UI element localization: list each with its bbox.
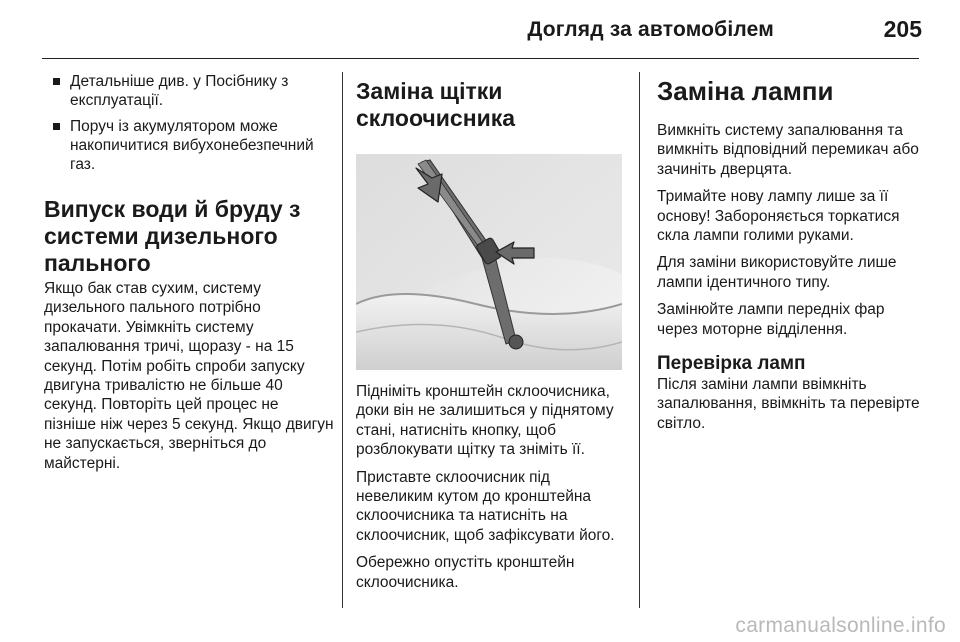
diesel-paragraph: Якщо бак став сухим, систему дизельного пального потрібно прокачати. Увімкніть систему запалювання тричі, щоразу - на 15 секунд. Потім робіть спроби запуску двигуна тривалістю не більше 40 секунд. Повторіть цей процес не пізніше ніж через 5 секунд. Якщо двигун не запускається, зверніться до майстерні. bbox=[44, 280, 334, 472]
wiper-paragraph-1: Підніміть кронштейн склоочисника, доки він не залишиться у піднятому стані, натисніть кнопку, щоб розблокувати щітку та зніміть її. bbox=[356, 383, 614, 459]
lamp-paragraph-2: Тримайте нову лампу лише за її основу! Забороняється торкатися скла лампи голими руками. bbox=[657, 188, 900, 245]
bullet-item bbox=[44, 72, 334, 110]
bullet-square-icon bbox=[53, 123, 60, 130]
column-middle bbox=[356, 72, 628, 600]
wiper-image bbox=[356, 154, 622, 370]
bullet-list bbox=[44, 72, 334, 174]
bullet-square-icon bbox=[53, 78, 60, 85]
column-right bbox=[657, 72, 929, 441]
column-left bbox=[44, 72, 334, 481]
column-divider-2 bbox=[639, 72, 640, 608]
wiper-paragraph-2: Приставте склоочисник під невеликим кутом до кронштейна склоочисника та натисніть на склоочисник, щоб зафіксувати його. bbox=[356, 468, 615, 544]
wiper-paragraph-3: Обережно опустіть кронштейн склоочисника. bbox=[356, 554, 575, 591]
wiper-illustration bbox=[356, 154, 622, 370]
section-title-lamp: Заміна лампи bbox=[657, 76, 834, 106]
header-divider bbox=[42, 58, 919, 59]
lamp-paragraph-4: Замінюйте лампи передніх фар через моторне відділення. bbox=[657, 301, 885, 338]
section-title-diesel: Випуск води й бруду з системи дизельного пального bbox=[44, 196, 301, 276]
subsection-title-lamp-check: Перевірка ламп bbox=[657, 353, 806, 375]
column-divider-1 bbox=[342, 72, 343, 608]
watermark-text: carmanualsonline.info bbox=[735, 614, 946, 637]
section-title-wiper: Заміна щітки склоочисника bbox=[356, 78, 516, 131]
lamp-paragraph-3: Для заміни використовуйте лише лампи ідентичного типу. bbox=[657, 254, 897, 291]
page-number: 205 bbox=[883, 16, 922, 42]
page-header-title: Догляд за автомобілем bbox=[527, 18, 774, 41]
lamp-paragraph-1: Вимкніть систему запалювання та вимкніть відповідний перемикач або зачиніть дверцята. bbox=[657, 122, 919, 178]
bullet-text: Поруч із акумулятором може накопичитися вибухонебезпечний газ. bbox=[70, 118, 314, 173]
bullet-item bbox=[44, 117, 334, 174]
bullet-text: Детальніше див. у Посібнику з експлуатації. bbox=[70, 73, 289, 109]
lamp-check-paragraph: Після заміни лампи ввімкніть запалювання, ввімкніть та перевірте світло. bbox=[657, 376, 920, 432]
